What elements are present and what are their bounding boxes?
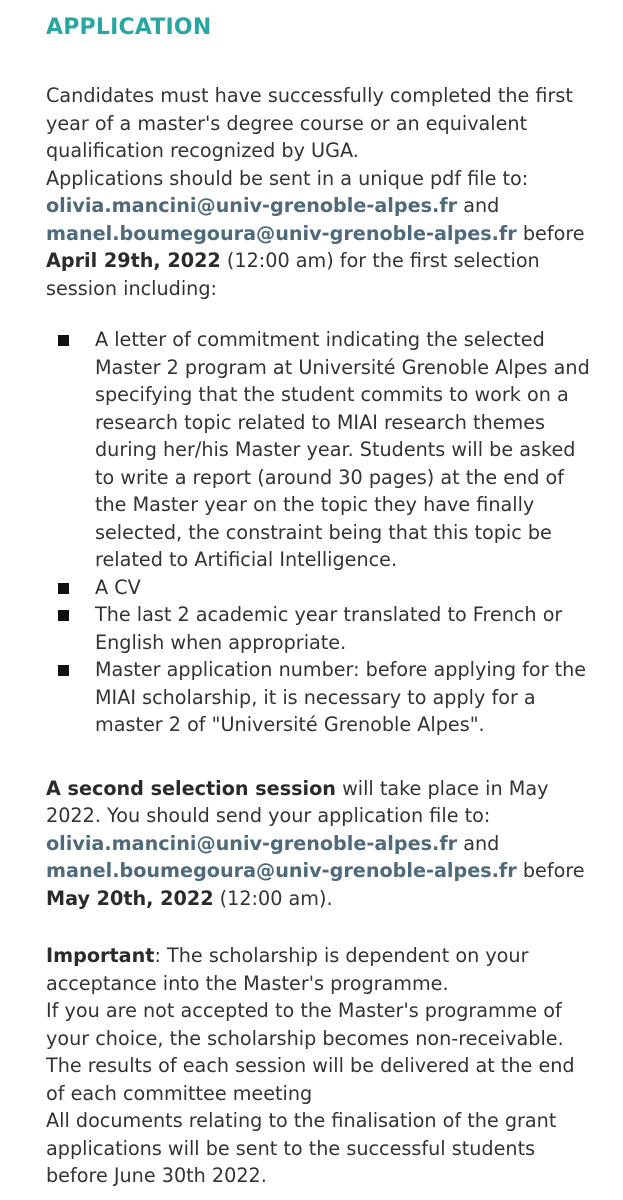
- requirements-list: [46, 326, 593, 739]
- email-link-olivia[interactable]: olivia.mancini@univ-grenoble-alpes.fr: [46, 831, 458, 855]
- important-paragraph: [46, 942, 593, 1190]
- square-bullet-icon: [58, 335, 69, 346]
- email-link-olivia[interactable]: olivia.mancini@univ-grenoble-alpes.fr: [46, 194, 458, 217]
- intro-send-text: Applications should be sent in a unique pdf file to:: [46, 166, 529, 190]
- list-item: [54, 601, 593, 656]
- square-bullet-icon: [58, 610, 69, 621]
- intro-text: Candidates must have successfully completed the first year of a master's degree course or an equivalent qualification recognized by UGA.: [46, 84, 573, 162]
- deadline-date: April 29th, 2022: [46, 249, 221, 272]
- important-label: Important: [46, 944, 155, 967]
- before-text: before: [516, 859, 585, 882]
- square-bullet-icon: [58, 665, 69, 676]
- results-text: The results of each session will be delivered at the end of each committee meeting: [46, 1054, 575, 1105]
- list-item: [54, 656, 593, 739]
- second-deadline-rest: (12:00 am).: [213, 886, 333, 910]
- important-text: : The scholarship is dependent on your acceptance into the Master's programme.: [46, 944, 529, 995]
- list-item: [54, 326, 593, 574]
- list-item: [54, 574, 593, 602]
- square-bullet-icon: [58, 583, 69, 594]
- before-text: before: [516, 221, 585, 245]
- list-item-text: The last 2 academic year translated to French or English when appropriate.: [95, 603, 563, 654]
- second-session-text: will take place in May 2022. You should send your application file to:: [46, 776, 549, 827]
- list-item-text: Master application number: before applying for the MIAI scholarship, it is necessary to apply for a master 2 of "Université Grenoble Alpes".: [95, 658, 587, 736]
- documents-text: All documents relating to the finalisation of the grant applications will be sent to the successful students before June 30th 2022.: [46, 1109, 557, 1187]
- intro-paragraph: [46, 82, 593, 302]
- email-link-manel[interactable]: manel.boumegoura@univ-grenoble-alpes.fr: [46, 221, 517, 245]
- and-text: and: [457, 831, 500, 855]
- not-accepted-text: If you are not accepted to the Master's programme of your choice, the scholarship becomes non-receivable.: [46, 999, 564, 1050]
- list-item-text: A letter of commitment indicating the selected Master 2 program at Université Grenoble Alpes and specifying that the student commits to work on a research topic related to MIAI research themes during her/his Master year. Students will be asked to write a report (around 30 pages) at the end of the Master year on the topic they have finally selected, the constraint being that this topic be related to Artificial Intelligence.: [95, 328, 590, 571]
- second-deadline-date: May 20th, 2022: [46, 886, 214, 910]
- and-text: and: [457, 194, 500, 217]
- second-session-paragraph: [46, 775, 593, 913]
- section-heading: APPLICATION: [46, 15, 212, 40]
- email-link-manel[interactable]: manel.boumegoura@univ-grenoble-alpes.fr: [46, 859, 517, 882]
- deadline-rest-text: (12:00 am) for the first selection session including:: [46, 249, 540, 300]
- second-session-label: A second selection session: [46, 776, 336, 800]
- list-item-text: A CV: [95, 575, 141, 599]
